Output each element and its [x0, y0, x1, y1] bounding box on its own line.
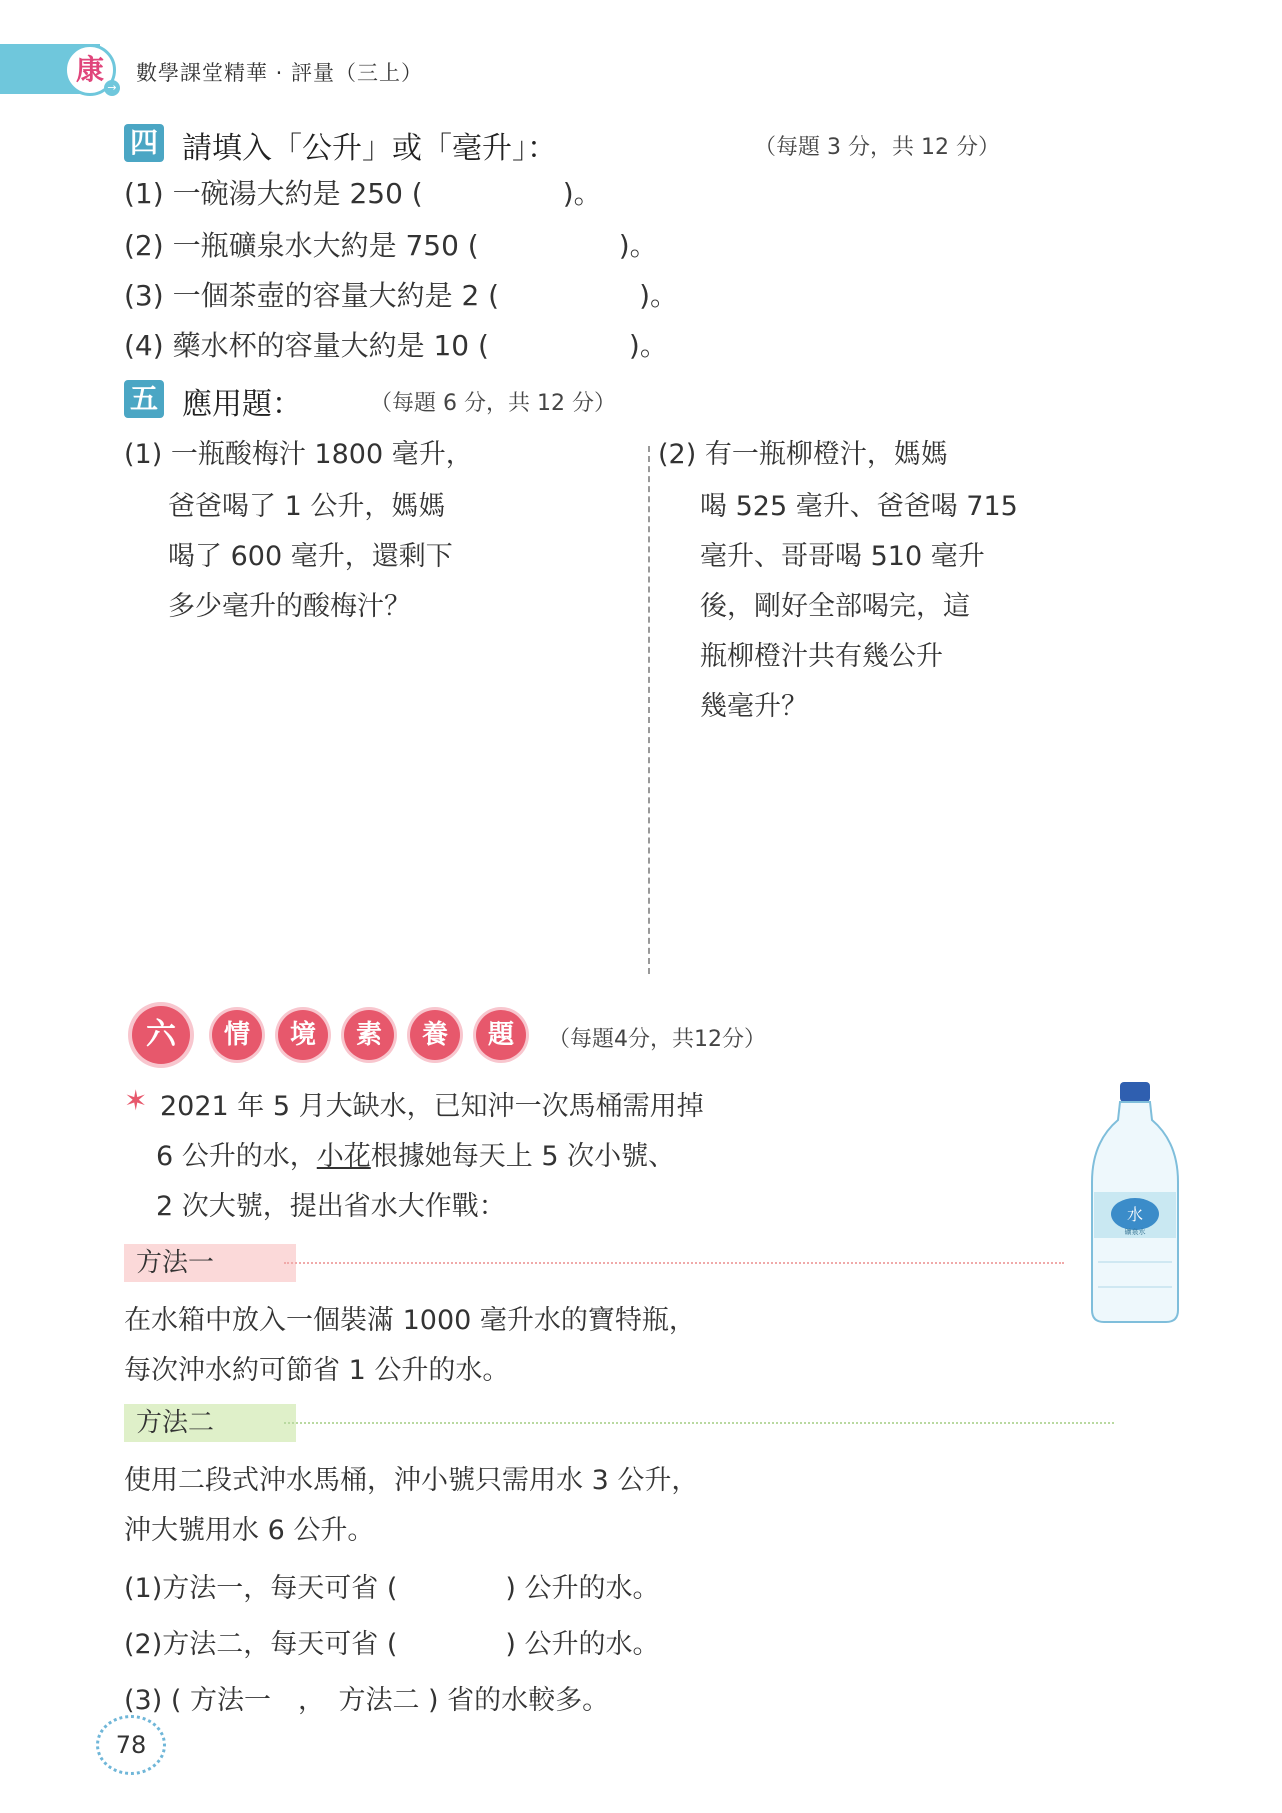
s5-q2-line-5: 瓶柳橙汁共有幾公升: [700, 641, 943, 672]
s6-intro-part-b: 根據她每天上 5 次小號、: [370, 1141, 676, 1172]
s6-intro-part-a: 6 公升的水，: [156, 1141, 317, 1172]
s6-question-1: (1)方法一，每天可省 ( ) 公升的水。: [124, 1573, 660, 1604]
section-4-badge: 四: [124, 124, 164, 162]
s4-question-3: (3) 一個茶壺的容量大約是 2 ( )。: [124, 279, 679, 312]
s6-question-2: (2)方法二，每天可省 ( ) 公升的水。: [124, 1629, 660, 1660]
s5-q2-line-3: 毫升、哥哥喝 510 毫升: [700, 541, 985, 572]
title-char-5: 題: [476, 1010, 526, 1060]
s5-q2-line-2: 喝 525 毫升、爸爸喝 715: [700, 491, 1018, 522]
method-2-line-1: 使用二段式沖水馬桶，沖小號只需用水 3 公升，: [124, 1465, 699, 1496]
s6-intro-line-3: 2 次大號，提出省水大作戰：: [156, 1191, 506, 1222]
s4-question-4: (4) 藥水杯的容量大約是 10 ( )。: [124, 329, 668, 362]
bottle-label: 水: [1126, 1205, 1144, 1224]
s6-intro-line-2: [156, 1134, 675, 1173]
section-6-score: （每題4分，共12分）: [548, 1027, 766, 1052]
arrow-icon: →: [104, 80, 120, 96]
s5-q1-line-4: 多少毫升的酸梅汁？: [168, 591, 411, 622]
method-1-line-2: 每次沖水約可節省 1 公升的水。: [124, 1355, 510, 1386]
section-4-title: 請填入「公升」或「毫升」：: [182, 131, 557, 166]
name-xiaohua: 小花: [316, 1141, 371, 1172]
section-5-score: （每題 6 分，共 12 分）: [370, 391, 616, 416]
section-6-badge: 六: [132, 1006, 190, 1064]
s5-q2-line-6: 幾毫升？: [700, 691, 808, 722]
title-char-3: 素: [344, 1010, 394, 1060]
publisher-logo: 康: [64, 44, 116, 96]
section-5-title: 應用題：: [182, 387, 302, 422]
s6-intro-line-1: 2021 年 5 月大缺水，已知沖一次馬桶需用掉: [160, 1091, 704, 1122]
method-1-label: 方法一: [124, 1244, 296, 1282]
method-2-line-2: 沖大號用水 6 公升。: [124, 1515, 375, 1546]
s4-question-1: (1) 一碗湯大約是 250 ( )。: [124, 177, 602, 210]
s4-question-2: (2) 一瓶礦泉水大約是 750 ( )。: [124, 229, 658, 262]
method-2-rule: [284, 1422, 1114, 1424]
s5-q1-line-2: 爸爸喝了 1 公升，媽媽: [168, 491, 446, 522]
header-title: 數學課堂精華 · 評量（三上）: [136, 61, 424, 85]
bottle-sub-label: 礦泉水: [1124, 1228, 1146, 1236]
water-bottle-illustration: [1090, 1082, 1180, 1324]
title-char-1: 情: [212, 1010, 262, 1060]
s5-q2-line-1: (2) 有一瓶柳橙汁，媽媽: [658, 439, 948, 470]
method-1-line-1: 在水箱中放入一個裝滿 1000 毫升水的寶特瓶，: [124, 1305, 696, 1336]
title-char-4: 養: [410, 1010, 460, 1060]
section-5-badge: 五: [124, 380, 164, 418]
s5-q2-line-4: 後，剛好全部喝完，這: [700, 591, 970, 622]
section-4-score: （每題 3 分，共 12 分）: [754, 135, 1000, 160]
title-char-2: 境: [278, 1010, 328, 1060]
page-number: 78: [96, 1715, 166, 1775]
s5-q1-line-1: (1) 一瓶酸梅汁 1800 毫升，: [124, 439, 473, 470]
s5-q1-line-3: 喝了 600 毫升，還剩下: [168, 541, 453, 572]
method-2-label: 方法二: [124, 1404, 296, 1442]
column-divider: [648, 446, 650, 974]
star-icon: ✶: [124, 1084, 148, 1117]
method-1-rule: [284, 1262, 1064, 1264]
s6-question-3: (3) ( 方法一 ， 方法二 ) 省的水較多。: [124, 1685, 610, 1716]
